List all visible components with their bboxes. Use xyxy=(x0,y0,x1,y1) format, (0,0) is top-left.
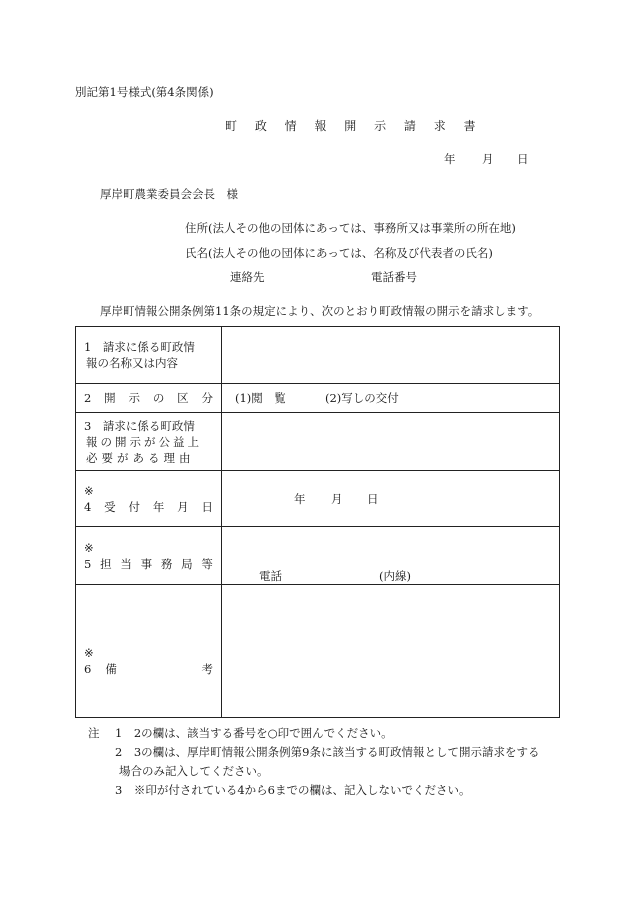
note-1: 1 2の欄は、該当する番号を○印で囲んでください。 xyxy=(115,726,393,740)
label-char: 区 xyxy=(177,391,189,405)
page-title: 町 政 情 報 開 示 請 求 書 xyxy=(225,119,483,133)
receipt-month: 月 xyxy=(331,492,343,506)
label-office-in-charge xyxy=(76,527,222,585)
contact-label: 連絡先 xyxy=(230,270,265,284)
label-char: 等 xyxy=(201,556,213,571)
row-office-in-charge xyxy=(76,527,560,585)
label-char: 考 xyxy=(201,662,213,676)
row-number: 2 xyxy=(84,391,92,405)
label-char: 当 xyxy=(120,556,132,571)
row-remarks xyxy=(76,585,560,718)
label-char: 受 xyxy=(104,499,116,514)
row-number: 4 xyxy=(84,499,92,514)
label-char: 備 xyxy=(105,662,117,676)
label-line: 必要がある理由 xyxy=(86,450,195,465)
label-char: 示 xyxy=(128,391,140,405)
office-extension-label: (内線) xyxy=(379,569,411,583)
row-number: 6 xyxy=(84,662,92,676)
field-information-name[interactable] xyxy=(222,327,560,384)
option-copy[interactable]: (2)写しの交付 xyxy=(325,391,399,405)
label-char: 開 xyxy=(104,391,116,405)
receipt-day: 日 xyxy=(367,492,379,506)
label-remarks xyxy=(76,585,222,718)
addressee: 厚岸町農業委員会会長 様 xyxy=(100,187,238,201)
label-char: 付 xyxy=(128,499,140,514)
label-char: 年 xyxy=(152,499,165,514)
label-char: の xyxy=(152,391,165,405)
date-year: 年 xyxy=(444,152,456,166)
label-disclosure-type xyxy=(76,384,222,413)
row-public-interest xyxy=(76,413,560,471)
note-2-line-1: 2 3の欄は、厚岸町情報公開条例第9条に該当する町政情報として開示請求をする xyxy=(115,745,540,759)
request-table xyxy=(75,326,560,718)
phone-label: 電話番号 xyxy=(371,270,417,284)
reserved-mark: ※ xyxy=(84,540,94,555)
label-line: 3 請求に係る町政情 xyxy=(84,418,195,433)
label-char: 局 xyxy=(181,556,193,571)
reserved-mark: ※ xyxy=(84,483,94,498)
label-receipt-date xyxy=(76,471,222,527)
row-number: 5 xyxy=(84,556,92,571)
notes-heading: 注 xyxy=(88,726,100,740)
note-2-line-2: 場合のみ記入してください。 xyxy=(119,764,269,778)
form-number: 別記第1号様式(第4条関係) xyxy=(75,85,214,99)
reserved-mark: ※ xyxy=(84,646,94,660)
row-disclosure-type xyxy=(76,384,560,413)
office-phone-label: 電話 xyxy=(259,569,282,583)
field-office-in-charge xyxy=(222,527,560,585)
label-line: 1 請求に係る町政情 xyxy=(84,340,195,354)
date-line xyxy=(444,152,529,166)
receipt-year: 年 xyxy=(294,492,306,506)
field-remarks xyxy=(222,585,560,718)
label-char: 月 xyxy=(177,499,189,514)
label-char: 分 xyxy=(201,391,213,405)
field-public-interest[interactable] xyxy=(222,413,560,471)
label-char: 担 xyxy=(100,556,112,571)
name-label: 氏名(法人その他の団体にあっては、名称及び代表者の氏名) xyxy=(185,246,493,260)
label-char: 事 xyxy=(140,556,153,571)
label-char: 日 xyxy=(201,499,213,514)
intro-text: 厚岸町情報公開条例第11条の規定により、次のとおり町政情報の開示を請求します。 xyxy=(100,304,540,318)
label-information-name xyxy=(76,327,222,384)
field-disclosure-type xyxy=(222,384,560,413)
label-public-interest xyxy=(76,413,222,471)
label-char: 務 xyxy=(160,556,173,571)
option-inspection[interactable]: (1)閲 覧 xyxy=(235,391,286,405)
row-receipt-date xyxy=(76,471,560,527)
row-information-name xyxy=(76,327,560,384)
field-receipt-date xyxy=(222,471,560,527)
date-month: 月 xyxy=(482,152,494,166)
date-day: 日 xyxy=(517,152,529,166)
label-line: 報の開示が公益上 xyxy=(86,434,202,449)
label-line: 報の名称又は内容 xyxy=(86,356,178,370)
note-3: 3 ※印が付されている4から6までの欄は、記入しないでください。 xyxy=(115,783,471,797)
address-label: 住所(法人その他の団体にあっては、事務所又は事業所の所在地) xyxy=(185,221,516,235)
